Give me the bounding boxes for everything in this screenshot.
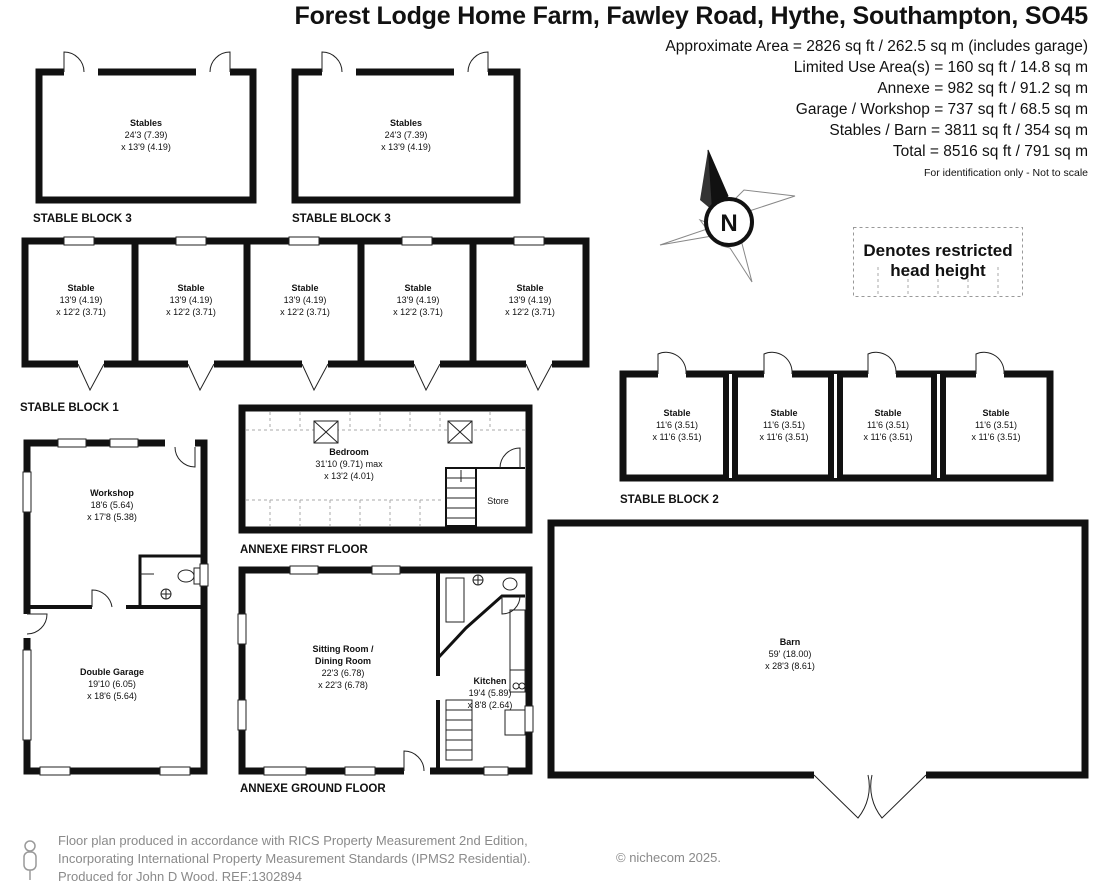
stable-b1-2-dim2: x 12'2 (3.71) xyxy=(166,307,216,317)
stable-b2-2-dim1: 11'6 (3.51) xyxy=(762,420,806,430)
stables-right-dim1: 24'3 (7.39) xyxy=(384,130,428,140)
area-line-stables: Stables / Barn = 3811 sq ft / 354 sq m xyxy=(829,122,1088,139)
footer-notes xyxy=(58,832,531,886)
stables-left-name: Stables xyxy=(129,118,163,128)
stable-b2-1-dim1: 11'6 (3.51) xyxy=(655,420,699,430)
area-line-limited-use: Limited Use Area(s) = 160 sq ft / 14.8 sq m xyxy=(793,59,1088,76)
legend-line-1: Denotes restricted xyxy=(863,241,1013,260)
area-line-approximate: Approximate Area = 2826 sq ft / 262.5 sq m (includes garage) xyxy=(665,38,1088,55)
barn-dim2: x 28'3 (8.61) xyxy=(765,661,815,671)
stable-b2-1-dim2: x 11'6 (3.51) xyxy=(652,432,702,442)
property-title: Forest Lodge Home Farm, Fawley Road, Hythe, Southampton, SO45 xyxy=(294,2,1088,30)
workshop-name: Workshop xyxy=(90,488,134,498)
sitting-room-name-2: Dining Room xyxy=(315,656,371,666)
area-line-annexe: Annexe = 982 sq ft / 91.2 sq m xyxy=(877,80,1088,97)
stable-b2-4-name: Stable xyxy=(982,408,1010,418)
stable-b1-3-dim1: 13'9 (4.19) xyxy=(283,295,327,305)
annexe-ground-floor-label: ANNEXE GROUND FLOOR xyxy=(240,783,386,795)
stable-block-2-label: STABLE BLOCK 2 xyxy=(620,494,719,506)
area-line-garage: Garage / Workshop = 737 sq ft / 68.5 sq m xyxy=(795,101,1088,118)
area-line-total: Total = 8516 sq ft / 791 sq m xyxy=(892,143,1088,160)
store-name: Store xyxy=(487,496,509,506)
compass-letter: N xyxy=(720,210,738,237)
stables-right-name: Stables xyxy=(389,118,423,128)
stable-b1-5-name: Stable xyxy=(516,283,544,293)
sitting-room-name-1: Sitting Room / xyxy=(312,644,374,654)
garage-dim1: 19'10 (6.05) xyxy=(88,679,136,689)
bedroom-dim2: x 13'2 (4.01) xyxy=(324,471,374,481)
garage-dim2: x 18'6 (5.64) xyxy=(87,691,137,701)
barn-name: Barn xyxy=(779,637,801,647)
stable-b1-5-dim1: 13'9 (4.19) xyxy=(508,295,552,305)
stable-b2-4-dim2: x 11'6 (3.51) xyxy=(971,432,1021,442)
annexe-first-floor-label: ANNEXE FIRST FLOOR xyxy=(240,544,368,556)
stable-block-1-label: STABLE BLOCK 1 xyxy=(20,402,119,414)
footer-line-2: Incorporating International Property Measurement Standards (IPMS2 Residential). xyxy=(58,851,531,866)
stable-b1-2-name: Stable xyxy=(177,283,205,293)
stable-block-3-right-label: STABLE BLOCK 3 xyxy=(292,213,391,225)
workshop-dim2: x 17'8 (5.38) xyxy=(87,512,137,522)
footer-line-3: Produced for John D Wood. REF:1302894 xyxy=(58,869,303,884)
barn xyxy=(551,523,1085,818)
stable-b1-3-name: Stable xyxy=(291,283,319,293)
stable-b1-3-dim2: x 12'2 (3.71) xyxy=(280,307,330,317)
stable-b1-5-dim2: x 12'2 (3.71) xyxy=(505,307,555,317)
copyright: © nichecom 2025. xyxy=(616,850,721,865)
stable-b1-1-name: Stable xyxy=(67,283,95,293)
stable-b1-4-dim2: x 12'2 (3.71) xyxy=(393,307,443,317)
garage-name: Double Garage xyxy=(79,667,145,677)
sitting-room-dim2: x 22'3 (6.78) xyxy=(318,680,368,690)
stable-b1-2-dim1: 13'9 (4.19) xyxy=(169,295,213,305)
annexe-ground-floor xyxy=(238,566,533,775)
stable-b2-3-dim1: 11'6 (3.51) xyxy=(866,420,910,430)
stable-b2-1-name: Stable xyxy=(663,408,691,418)
workshop-dim1: 18'6 (5.64) xyxy=(90,500,134,510)
scale-note: For identification only - Not to scale xyxy=(924,167,1088,179)
stables-right-dim2: x 13'9 (4.19) xyxy=(381,142,431,152)
stable-b1-1-dim1: 13'9 (4.19) xyxy=(59,295,103,305)
footer-line-1: Floor plan produced in accordance with RICS Property Measurement 2nd Edition, xyxy=(58,833,528,848)
kitchen-name: Kitchen xyxy=(473,676,507,686)
barn-dim1: 59' (18.00) xyxy=(768,649,812,659)
stables-left-dim1: 24'3 (7.39) xyxy=(124,130,168,140)
stable-b2-4-dim1: 11'6 (3.51) xyxy=(974,420,1018,430)
stable-b1-4-dim1: 13'9 (4.19) xyxy=(396,295,440,305)
annexe-first-floor xyxy=(242,408,529,530)
stable-b2-3-name: Stable xyxy=(874,408,902,418)
stables-left-dim2: x 13'9 (4.19) xyxy=(121,142,171,152)
stable-b2-3-dim2: x 11'6 (3.51) xyxy=(863,432,913,442)
legend-line-2: head height xyxy=(890,261,986,280)
rics-person-icon xyxy=(24,841,36,880)
stable-b1-4-name: Stable xyxy=(404,283,432,293)
bedroom-dim1: 31'10 (9.71) max xyxy=(315,459,383,469)
bedroom-name: Bedroom xyxy=(329,447,369,457)
stable-block-3-left-label: STABLE BLOCK 3 xyxy=(33,213,132,225)
sitting-room-dim1: 22'3 (6.78) xyxy=(321,668,365,678)
stable-b2-2-name: Stable xyxy=(770,408,798,418)
kitchen-dim1: 19'4 (5.89) xyxy=(468,688,512,698)
stable-b2-2-dim2: x 11'6 (3.51) xyxy=(759,432,809,442)
stable-b1-1-dim2: x 12'2 (3.71) xyxy=(56,307,106,317)
kitchen-dim2: x 8'8 (2.64) xyxy=(467,700,513,710)
